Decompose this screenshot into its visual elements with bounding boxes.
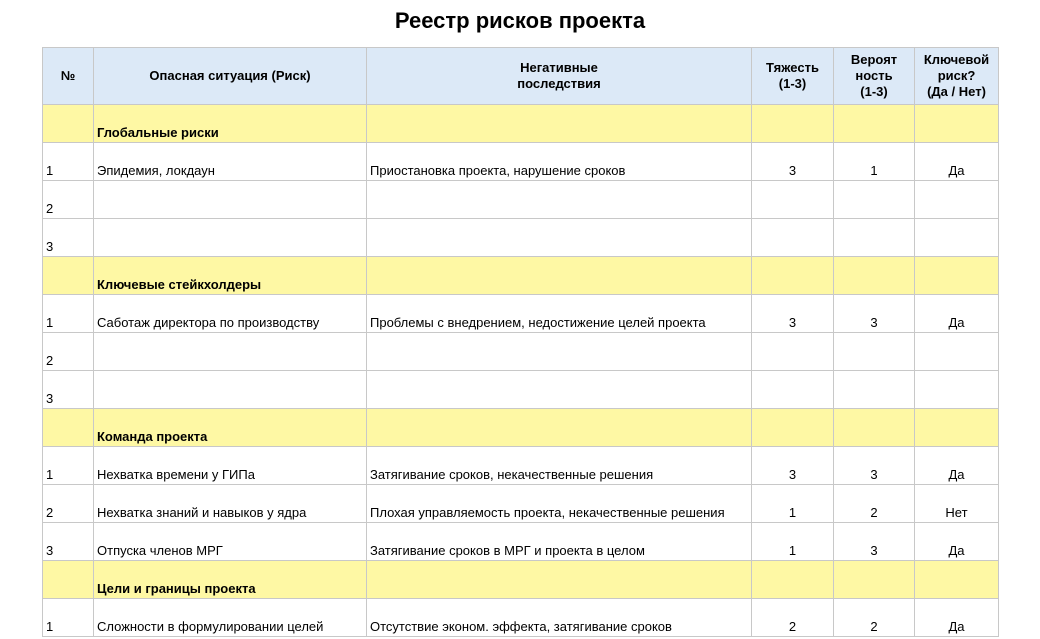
cell-num: 1 xyxy=(43,447,94,485)
section-title: Команда проекта xyxy=(94,409,367,447)
section-empty-cell xyxy=(752,409,834,447)
section-row xyxy=(43,257,999,295)
header-consequences-line2: последствия xyxy=(517,76,601,91)
cell-probability: 3 xyxy=(834,295,915,333)
cell-probability xyxy=(834,219,915,257)
cell-severity xyxy=(752,219,834,257)
cell-num: 2 xyxy=(43,485,94,523)
cell-severity xyxy=(752,333,834,371)
header-consequences xyxy=(367,48,752,105)
section-empty-cell xyxy=(43,257,94,295)
cell-severity: 3 xyxy=(752,143,834,181)
section-empty-cell xyxy=(43,105,94,143)
header-key-line3: (Да / Нет) xyxy=(927,84,986,99)
cell-consequence xyxy=(367,371,752,409)
cell-severity: 1 xyxy=(752,485,834,523)
header-probability xyxy=(834,48,915,105)
cell-probability: 3 xyxy=(834,447,915,485)
cell-key-risk: Да xyxy=(915,523,999,561)
section-title: Цели и границы проекта xyxy=(94,561,367,599)
section-empty-cell xyxy=(43,561,94,599)
cell-key-risk xyxy=(915,371,999,409)
cell-probability: 3 xyxy=(834,523,915,561)
table-row xyxy=(43,333,999,371)
table-body xyxy=(43,105,999,637)
section-empty-cell xyxy=(367,257,752,295)
section-empty-cell xyxy=(915,257,999,295)
section-empty-cell xyxy=(367,561,752,599)
table-row xyxy=(43,485,999,523)
header-probability-line2: ность xyxy=(855,68,893,83)
cell-num: 1 xyxy=(43,143,94,181)
cell-severity: 1 xyxy=(752,523,834,561)
section-empty-cell xyxy=(915,561,999,599)
cell-key-risk: Да xyxy=(915,143,999,181)
cell-severity: 3 xyxy=(752,447,834,485)
section-empty-cell xyxy=(43,409,94,447)
table-row xyxy=(43,143,999,181)
cell-num: 1 xyxy=(43,599,94,637)
table-row xyxy=(43,219,999,257)
risk-register-table xyxy=(42,47,999,637)
cell-risk xyxy=(94,333,367,371)
cell-probability: 2 xyxy=(834,485,915,523)
cell-num: 3 xyxy=(43,371,94,409)
cell-risk xyxy=(94,181,367,219)
cell-probability: 2 xyxy=(834,599,915,637)
cell-consequence xyxy=(367,219,752,257)
cell-severity xyxy=(752,371,834,409)
cell-risk: Саботаж директора по производству xyxy=(94,295,367,333)
cell-probability xyxy=(834,333,915,371)
cell-consequence: Отсутствие эконом. эффекта, затягивание сроков xyxy=(367,599,752,637)
section-row xyxy=(43,561,999,599)
cell-severity: 2 xyxy=(752,599,834,637)
cell-probability xyxy=(834,181,915,219)
section-empty-cell xyxy=(367,409,752,447)
cell-key-risk: Да xyxy=(915,599,999,637)
table-row xyxy=(43,447,999,485)
section-empty-cell xyxy=(834,257,915,295)
section-empty-cell xyxy=(834,561,915,599)
header-severity-line2: (1-3) xyxy=(778,76,807,91)
cell-num: 3 xyxy=(43,523,94,561)
cell-consequence: Плохая управляемость проекта, некачественные решения xyxy=(367,485,752,523)
cell-risk: Отпуска членов МРГ xyxy=(94,523,367,561)
table-row xyxy=(43,599,999,637)
cell-num: 3 xyxy=(43,219,94,257)
cell-key-risk: Да xyxy=(915,295,999,333)
cell-severity xyxy=(752,181,834,219)
cell-consequence: Приостановка проекта, нарушение сроков xyxy=(367,143,752,181)
section-empty-cell xyxy=(834,409,915,447)
cell-key-risk: Да xyxy=(915,447,999,485)
section-title: Ключевые стейкхолдеры xyxy=(94,257,367,295)
cell-consequence: Затягивание сроков в МРГ и проекта в целом xyxy=(367,523,752,561)
cell-num: 2 xyxy=(43,181,94,219)
header-risk: Опасная ситуация (Риск) xyxy=(94,48,367,105)
cell-consequence xyxy=(367,333,752,371)
table-row xyxy=(43,371,999,409)
header-severity xyxy=(752,48,834,105)
cell-risk: Нехватка знаний и навыков у ядра xyxy=(94,485,367,523)
table-row xyxy=(43,295,999,333)
table-row xyxy=(43,523,999,561)
cell-risk: Сложности в формулировании целей xyxy=(94,599,367,637)
cell-consequence: Затягивание сроков, некачественные решения xyxy=(367,447,752,485)
cell-num: 2 xyxy=(43,333,94,371)
header-key-line1: Ключевой xyxy=(923,52,990,67)
table-row xyxy=(43,181,999,219)
cell-probability: 1 xyxy=(834,143,915,181)
table-header-row xyxy=(43,48,999,105)
section-empty-cell xyxy=(752,561,834,599)
cell-consequence xyxy=(367,181,752,219)
section-row xyxy=(43,409,999,447)
section-empty-cell xyxy=(915,409,999,447)
header-key-risk xyxy=(915,48,999,105)
section-empty-cell xyxy=(752,257,834,295)
cell-key-risk xyxy=(915,333,999,371)
section-empty-cell xyxy=(367,105,752,143)
header-severity-line1: Тяжесть xyxy=(766,60,819,75)
page-title: Реестр рисков проекта xyxy=(394,8,646,33)
cell-consequence: Проблемы с внедрением, недостижение целей проекта xyxy=(367,295,752,333)
section-empty-cell xyxy=(752,105,834,143)
section-title: Глобальные риски xyxy=(94,105,367,143)
cell-num: 1 xyxy=(43,295,94,333)
cell-risk xyxy=(94,371,367,409)
header-consequences-line1: Негативные xyxy=(520,60,598,75)
cell-risk: Эпидемия, локдаун xyxy=(94,143,367,181)
section-row xyxy=(43,105,999,143)
section-empty-cell xyxy=(834,105,915,143)
header-probability-line3: (1-3) xyxy=(860,84,888,99)
header-key-line2: риск? xyxy=(937,68,976,83)
cell-key-risk xyxy=(915,219,999,257)
cell-severity: 3 xyxy=(752,295,834,333)
cell-key-risk xyxy=(915,181,999,219)
cell-probability xyxy=(834,371,915,409)
header-probability-line1: Вероят xyxy=(850,52,898,67)
cell-risk: Нехватка времени у ГИПа xyxy=(94,447,367,485)
cell-key-risk: Нет xyxy=(915,485,999,523)
header-num: № xyxy=(43,48,94,105)
section-empty-cell xyxy=(915,105,999,143)
cell-risk xyxy=(94,219,367,257)
